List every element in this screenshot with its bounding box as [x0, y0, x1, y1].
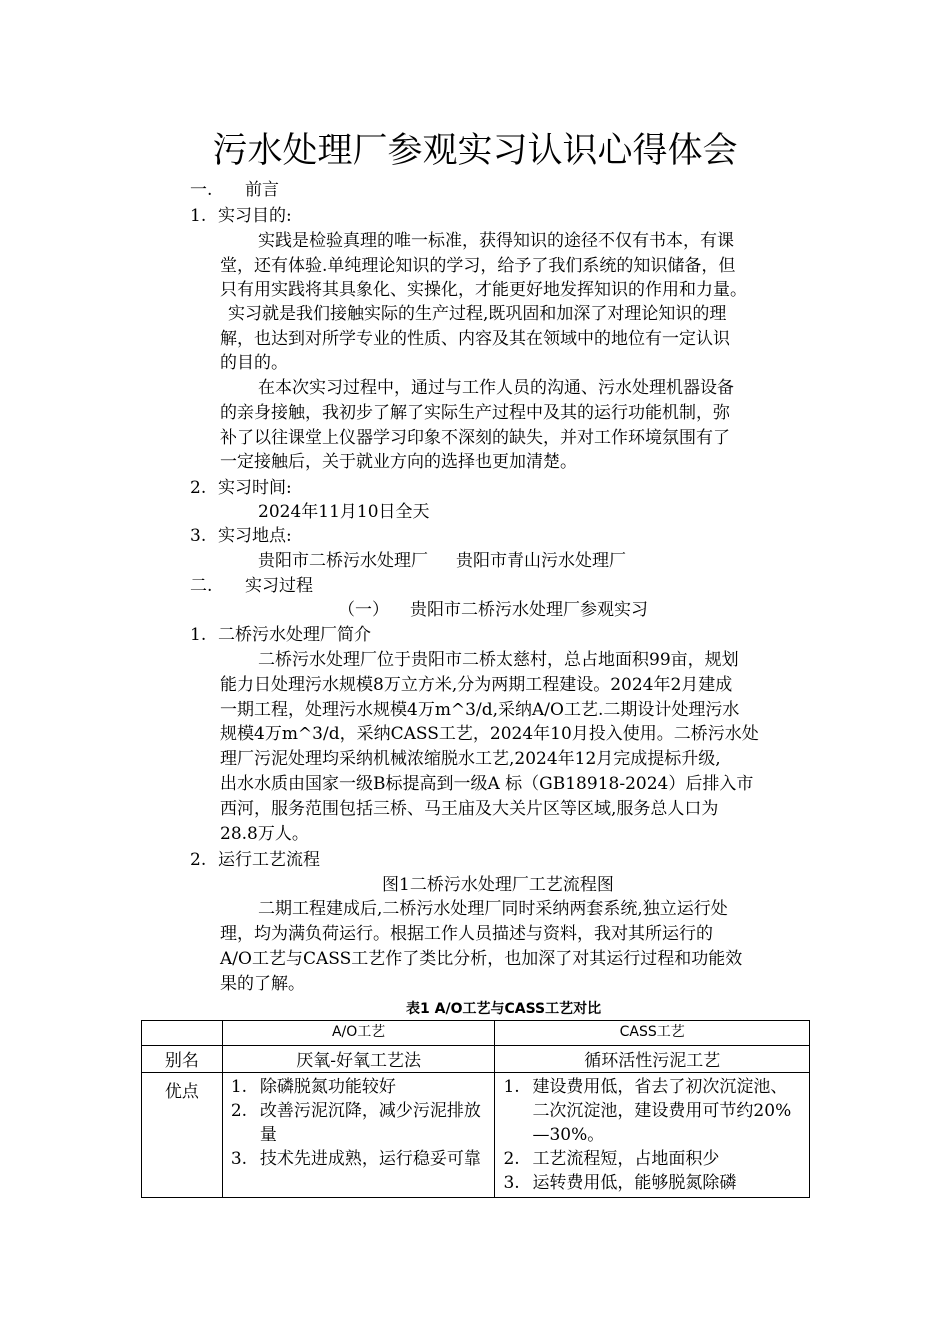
- purpose-line: 实践是检验真理的唯一标准，获得知识的途径不仅有书本，有课: [258, 231, 734, 251]
- subsection-title: 贵阳市二桥污水处理厂参观实习: [410, 600, 648, 620]
- document-title: 污水处理厂参观实习认识心得体会: [212, 131, 738, 171]
- list-item: 1. 建设费用低，省去了初次沉淀池、二次沉淀池，建设费用可节约20%—30%。: [503, 1077, 792, 1145]
- section-1-number: 一.: [190, 180, 213, 200]
- place-value: [258, 549, 626, 573]
- place-value-1: 贵阳市二桥污水处理厂: [258, 551, 428, 571]
- advantages-cass-cell: [495, 1073, 810, 1198]
- intro-line: 西河，服务范围包括三桥、马王庙及大关片区等区域,服务总人口为: [220, 799, 719, 819]
- table-caption: 表1 A/O工艺与CASS工艺对比: [406, 1001, 602, 1017]
- intro-line: 理厂污泥处理均采纳机械浓缩脱水工艺,2024年12月完成提标升级,: [220, 749, 721, 769]
- purpose-line: 只有用实践将其具象化、实操化，才能更好地发挥知识的作用和力量。: [220, 280, 747, 300]
- figure-caption: 图1二桥污水处理厂工艺流程图: [382, 875, 614, 895]
- alias-cass: 循环活性污泥工艺: [495, 1046, 810, 1073]
- section-2-heading: [190, 574, 313, 598]
- purpose-line: 实习就是我们接触实际的生产过程,既巩固和加深了对理论知识的理: [228, 304, 727, 324]
- flow-line: 理，均为满负荷运行。根据工作人员描述与资料，我对其所运行的: [220, 924, 713, 944]
- section-2-title: 实习过程: [245, 576, 313, 596]
- section-1-heading: [190, 178, 279, 202]
- flow-line: A/O工艺与CASS工艺作了类比分析，也加深了对其运行过程和功能效: [220, 949, 743, 969]
- section-2-number: 二.: [190, 576, 213, 596]
- time-number: 2.: [190, 478, 207, 498]
- intro-heading: [190, 623, 371, 647]
- flow-line: 二期工程建成后,二桥污水处理厂同时采纳两套系统,独立运行处: [258, 899, 728, 919]
- intro-line: 出水水质由国家一级B标提高到一级A 标（GB18918-2024）后排入市: [220, 774, 754, 794]
- flow-number: 2.: [190, 850, 207, 870]
- purpose-line: 一定接触后，关于就业方向的选择也更加清楚。: [220, 452, 577, 472]
- intro-title: 二桥污水处理厂简介: [218, 625, 371, 645]
- time-heading: [190, 476, 292, 500]
- purpose-line: 堂，还有体验.单纯理论知识的学习，给予了我们系统的知识储备，但: [220, 256, 736, 276]
- time-title: 实习时间:: [218, 478, 292, 498]
- table-header-empty: [142, 1021, 223, 1046]
- intro-line: 28.8万人。: [220, 824, 309, 844]
- flow-title: 运行工艺流程: [218, 850, 320, 870]
- subsection-number: （一）: [338, 600, 389, 620]
- purpose-title: 实习目的:: [218, 206, 292, 226]
- place-title: 实习地点:: [218, 526, 292, 546]
- list-item: 2. 改善污泥沉降，减少污泥排放量: [230, 1101, 481, 1145]
- purpose-heading: [190, 204, 292, 228]
- place-heading: [190, 524, 292, 548]
- table-row-advantages: [142, 1073, 810, 1198]
- table-row-alias: [142, 1046, 810, 1073]
- list-item: 1. 除磷脱氮功能较好: [230, 1077, 396, 1097]
- table-header-row: [142, 1021, 810, 1046]
- advantages-ao-cell: [222, 1073, 495, 1198]
- alias-ao: 厌氧-好氧工艺法: [222, 1046, 495, 1073]
- list-item: 3. 技术先进成熟，运行稳妥可靠: [230, 1149, 481, 1169]
- intro-line: 二桥污水处理厂位于贵阳市二桥太慈村，总占地面积99亩，规划: [258, 650, 739, 670]
- list-item: 3. 运转费用低，能够脱氮除磷: [503, 1173, 737, 1193]
- purpose-number: 1.: [190, 206, 207, 226]
- comparison-table: [141, 1020, 810, 1198]
- purpose-line: 解，也达到对所学专业的性质、内容及其在领域中的地位有一定认识: [220, 329, 730, 349]
- purpose-line: 补了以往课堂上仪器学习印象不深刻的缺失，并对工作环境氛围有了: [220, 428, 730, 448]
- intro-line: 一期工程，处理污水规模4万m^3/d,采纳A/O工艺.二期设计处理污水: [220, 700, 740, 720]
- list-item: 2. 工艺流程短，占地面积少: [503, 1149, 720, 1169]
- purpose-line: 的目的。: [220, 353, 288, 373]
- intro-line: 能力日处理污水规模8万立方米,分为两期工程建设。2024年2月建成: [220, 675, 733, 695]
- advantages-ao-list: [223, 1075, 495, 1171]
- table-header-ao: A/O工艺: [222, 1021, 495, 1046]
- place-value-2: 贵阳市青山污水处理厂: [456, 551, 626, 571]
- intro-number: 1.: [190, 625, 207, 645]
- time-value: 2024年11月10日全天: [258, 502, 430, 522]
- flow-line: 果的了解。: [220, 974, 305, 994]
- section-1-title: 前言: [245, 180, 279, 200]
- purpose-line: 在本次实习过程中，通过与工作人员的沟通、污水处理机器设备: [258, 378, 734, 398]
- intro-line: 规模4万m^3/d，采纳CASS工艺，2024年10月投入使用。二桥污水处: [220, 724, 759, 744]
- flow-heading: [190, 848, 320, 872]
- table-header-cass: CASS工艺: [495, 1021, 810, 1046]
- purpose-line: 的亲身接触，我初步了解了实际生产过程中及其的运行功能机制，弥: [220, 403, 730, 423]
- advantages-cass-list: [495, 1075, 809, 1195]
- advantages-label: 优点: [142, 1073, 223, 1198]
- alias-label: 别名: [142, 1046, 223, 1073]
- place-number: 3.: [190, 526, 207, 546]
- subsection-heading: [338, 598, 648, 622]
